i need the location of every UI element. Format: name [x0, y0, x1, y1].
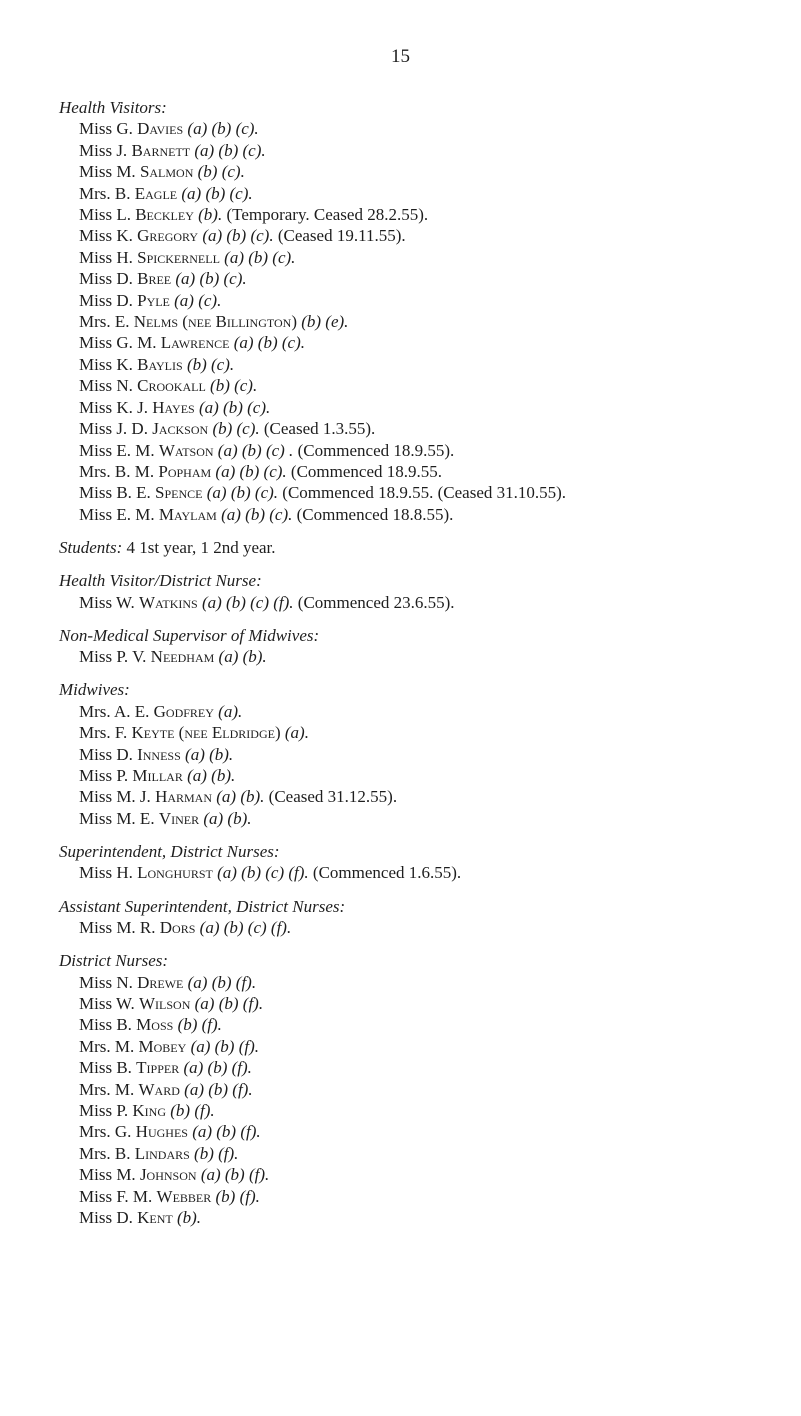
staff-title: Miss B.: [79, 1058, 132, 1078]
staff-qualifications: (a) (b) (c).: [175, 269, 247, 289]
staff-name: Godfrey: [153, 701, 214, 721]
staff-qualifications: (a) (b) (f).: [194, 994, 264, 1014]
staff-title: Miss G.: [79, 119, 133, 139]
staff-name: Millar: [132, 765, 183, 785]
section-midwives: [59, 679, 791, 829]
staff-title: Mrs. M.: [79, 1079, 135, 1099]
staff-note: (Commenced 18.9.55.: [290, 461, 443, 481]
staff-entry: [59, 1014, 791, 1035]
staff-title: Miss B. E.: [79, 483, 151, 503]
staff-entry: [59, 290, 791, 311]
staff-title: Miss M.: [79, 1165, 136, 1185]
staff-entry: [59, 140, 791, 161]
staff-entry: [59, 482, 791, 503]
staff-title: Miss D.: [79, 1208, 133, 1228]
staff-name: Jackson: [152, 419, 209, 439]
staff-qualifications: (b) (e).: [301, 312, 349, 332]
staff-entry: [59, 744, 791, 765]
staff-name: Keyte (nee Eldridge): [131, 723, 281, 743]
staff-entry: [59, 1164, 791, 1185]
staff-qualifications: (a) (b) (c).: [224, 247, 296, 267]
staff-name: Kent: [137, 1208, 173, 1228]
staff-entry: [59, 1100, 791, 1121]
staff-qualifications: (a) (b).: [216, 787, 265, 807]
staff-name: Salmon: [139, 162, 194, 182]
staff-entry: [59, 225, 791, 246]
staff-title: Miss E. M.: [79, 504, 155, 524]
staff-qualifications: (a) (b) (f).: [192, 1122, 261, 1142]
staff-entry: [59, 375, 791, 396]
staff-entry: [59, 354, 791, 375]
staff-title: Miss D.: [79, 744, 133, 764]
staff-title: Miss J. D.: [79, 419, 148, 439]
staff-entry: [59, 646, 791, 667]
staff-title: Miss E. M.: [79, 440, 155, 460]
section-students: [59, 537, 791, 558]
staff-title: Miss W.: [79, 592, 135, 612]
staff-entry: [59, 1036, 791, 1057]
students-heading: Students:: [59, 537, 123, 557]
staff-qualifications: (b) (c).: [186, 354, 235, 374]
staff-qualifications: (a) (b) (f).: [200, 1165, 270, 1185]
staff-qualifications: (a) (b).: [203, 808, 252, 828]
staff-name: Lawrence: [160, 333, 230, 353]
staff-entry: [59, 972, 791, 993]
staff-title: Miss P.: [79, 765, 129, 785]
staff-title: Mrs. B. M.: [79, 461, 155, 481]
staff-name: Needham: [150, 647, 215, 667]
staff-qualifications: (a).: [284, 723, 309, 743]
staff-entry: [59, 183, 791, 204]
staff-title: Mrs. G.: [79, 1122, 132, 1142]
staff-qualifications: (b) (c).: [197, 162, 245, 182]
staff-name: Crookall: [137, 376, 206, 396]
staff-entry: [59, 722, 791, 743]
staff-title: Miss M.: [79, 162, 136, 182]
students-text: 4 1st year, 1 2nd year.: [126, 537, 276, 557]
staff-qualifications: (a) (b) (f).: [183, 1058, 252, 1078]
staff-name: Watson: [158, 440, 214, 460]
staff-qualifications: (a).: [218, 701, 243, 721]
staff-name: Hughes: [135, 1122, 188, 1142]
staff-qualifications: (a) (c).: [174, 290, 222, 310]
staff-entry: [59, 1207, 791, 1228]
staff-name: Dors: [159, 918, 196, 937]
staff-entry: [59, 268, 791, 289]
staff-note: (Ceased 1.3.55).: [263, 419, 376, 439]
staff-name: Johnson: [139, 1165, 197, 1185]
section-health-visitors: [59, 97, 791, 525]
staff-title: Mrs. M.: [79, 1036, 135, 1056]
staff-qualifications: (a) (b) (c) (f).: [199, 918, 292, 937]
staff-title: Miss F. M.: [79, 1186, 153, 1206]
staff-title: Miss B.: [79, 1015, 132, 1035]
section-heading: Midwives:: [59, 680, 130, 700]
staff-note: (Ceased 19.11.55).: [277, 226, 406, 246]
section-heading: Health Visitors:: [59, 98, 167, 117]
staff-entry: [59, 592, 791, 613]
staff-qualifications: (a) (b) (f).: [184, 1079, 253, 1099]
staff-qualifications: (a) (b).: [187, 765, 236, 785]
staff-qualifications: (a) (b) (c).: [202, 226, 274, 246]
staff-entry: [59, 1079, 791, 1100]
staff-title: Miss P.: [79, 1101, 129, 1121]
staff-entry: [59, 862, 791, 883]
staff-title: Mrs. F.: [79, 723, 128, 743]
staff-name: Hayes: [152, 397, 195, 417]
staff-title: Miss G. M.: [79, 333, 157, 353]
staff-entry: [59, 440, 791, 461]
section-district-nurses: [59, 950, 791, 1228]
staff-name: Bree: [137, 269, 172, 289]
staff-qualifications: (b).: [176, 1208, 202, 1228]
staff-name: King: [132, 1101, 166, 1121]
staff-entry: [59, 786, 791, 807]
staff-qualifications: (a) (b).: [218, 647, 267, 667]
staff-title: Miss P. V.: [79, 647, 147, 667]
staff-name: Wilson: [139, 994, 191, 1014]
section-heading: Health Visitor/District Nurse:: [59, 571, 262, 591]
staff-name: Pyle: [137, 290, 170, 310]
staff-qualifications: (a) (b) (c).: [187, 119, 259, 139]
staff-qualifications: (a) (b) (c) .: [217, 440, 294, 460]
staff-title: Miss M. R.: [79, 918, 156, 937]
staff-entry: [59, 418, 791, 439]
staff-qualifications: (b) (c).: [212, 419, 260, 439]
staff-title: Miss N.: [79, 972, 133, 992]
staff-note: (Ceased 31.12.55).: [268, 787, 398, 807]
staff-note: (Commenced 18.9.55. (Ceased 31.10.55).: [282, 483, 567, 503]
staff-entry: [59, 917, 791, 938]
staff-name: Spence: [155, 483, 203, 503]
staff-name: Watkins: [139, 592, 198, 612]
staff-title: Miss H.: [79, 863, 133, 883]
staff-entry: [59, 311, 791, 332]
staff-name: Lindars: [134, 1143, 190, 1163]
staff-name: Davies: [137, 119, 184, 139]
staff-title: Miss M. J.: [79, 787, 151, 807]
staff-name: Longhurst: [137, 863, 213, 883]
staff-title: Mrs. A. E.: [79, 701, 150, 721]
staff-title: Miss N.: [79, 376, 133, 396]
staff-title: Miss K.: [79, 354, 133, 374]
staff-name: Mobey: [138, 1036, 187, 1056]
staff-entry: [59, 397, 791, 418]
staff-qualifications: (b) (f).: [215, 1186, 260, 1206]
staff-entry: [59, 1186, 791, 1207]
staff-name: Nelms (nee Billington): [133, 312, 297, 332]
section-superintendent: [59, 841, 791, 884]
page-number: 15: [391, 46, 410, 67]
staff-qualifications: (a) (b) (c).: [206, 483, 279, 503]
staff-name: Gregory: [137, 226, 199, 246]
staff-qualifications: (b).: [198, 205, 223, 225]
staff-note: (Commenced 23.6.55).: [297, 592, 455, 612]
staff-qualifications: (a) (b) (c).: [215, 461, 287, 481]
staff-qualifications: (b) (f).: [194, 1143, 239, 1163]
staff-title: Miss M. E.: [79, 808, 155, 828]
staff-entry: [59, 247, 791, 268]
section-health-visitor-district-nurse: [59, 570, 791, 613]
staff-entry: [59, 765, 791, 786]
staff-qualifications: (a) (b) (c) (f).: [217, 863, 309, 883]
staff-title: Miss D.: [79, 290, 133, 310]
staff-qualifications: (a) (b) (c).: [194, 140, 266, 160]
staff-qualifications: (a) (b) (f).: [190, 1036, 260, 1056]
staff-qualifications: (a) (b) (c).: [198, 397, 271, 417]
staff-name: Baylis: [137, 354, 183, 374]
staff-name: Beckley: [135, 205, 194, 225]
staff-title: Miss H.: [79, 247, 133, 267]
staff-name: Inness: [137, 744, 181, 764]
staff-entry: [59, 504, 791, 525]
staff-entry: [59, 993, 791, 1014]
staff-note: (Commenced 18.9.55).: [297, 440, 455, 460]
staff-title: Miss K. J.: [79, 397, 148, 417]
staff-entry: [59, 204, 791, 225]
staff-title: Mrs. B.: [79, 183, 131, 203]
staff-qualifications: (a) (b) (f).: [187, 972, 257, 992]
staff-entry: [59, 118, 791, 139]
staff-entry: [59, 461, 791, 482]
staff-title: Mrs. E.: [79, 312, 130, 332]
staff-entry: [59, 1143, 791, 1164]
staff-qualifications: (a) (b) (c) (f).: [201, 592, 294, 612]
staff-title: Miss L.: [79, 205, 131, 225]
staff-name: Drewe: [137, 972, 184, 992]
staff-qualifications: (a) (b).: [185, 744, 234, 764]
staff-name: Harman: [155, 787, 213, 807]
staff-qualifications: (a) (b) (c).: [221, 504, 293, 524]
staff-qualifications: (b) (f).: [170, 1101, 215, 1121]
section-heading: District Nurses:: [59, 951, 169, 971]
staff-qualifications: (b) (c).: [210, 376, 258, 396]
section-heading: Assistant Superintendent, District Nurses:: [59, 896, 346, 916]
section-assistant-superintendent: [59, 896, 791, 939]
staff-name: Popham: [158, 461, 212, 481]
staff-qualifications: (b) (f).: [177, 1015, 222, 1035]
staff-name: Spickernell: [137, 247, 220, 267]
staff-name: Barnett: [131, 140, 191, 160]
staff-title: Mrs. B.: [79, 1143, 131, 1163]
staff-name: Ward: [138, 1079, 180, 1099]
staff-name: Tipper: [136, 1058, 180, 1078]
staff-title: Miss K.: [79, 226, 133, 246]
staff-note: (Commenced 1.6.55).: [312, 863, 462, 883]
staff-name: Viner: [158, 808, 200, 828]
staff-entry: [59, 332, 791, 353]
staff-title: Miss J.: [79, 140, 128, 160]
staff-title: Miss W.: [79, 994, 135, 1014]
staff-note: (Commenced 18.8.55).: [296, 504, 454, 524]
staff-entry: [59, 161, 791, 182]
staff-name: Maylam: [158, 504, 217, 524]
section-heading: Non-Medical Supervisor of Midwives:: [59, 625, 320, 645]
staff-qualifications: (a) (b) (c).: [181, 183, 253, 203]
section-heading: Superintendent, District Nurses:: [59, 841, 280, 861]
staff-qualifications: (a) (b) (c).: [233, 333, 305, 353]
staff-name: Moss: [136, 1015, 174, 1035]
document-body: [59, 97, 791, 1240]
staff-entry: [59, 701, 791, 722]
staff-note: (Temporary. Ceased 28.2.55).: [226, 205, 429, 225]
staff-entry: [59, 808, 791, 829]
staff-name: Eagle: [134, 183, 178, 203]
staff-entry: [59, 1057, 791, 1078]
staff-title: Miss D.: [79, 269, 133, 289]
staff-name: Webber: [156, 1186, 212, 1206]
staff-entry: [59, 1121, 791, 1142]
section-non-medical-supervisor: [59, 625, 791, 668]
